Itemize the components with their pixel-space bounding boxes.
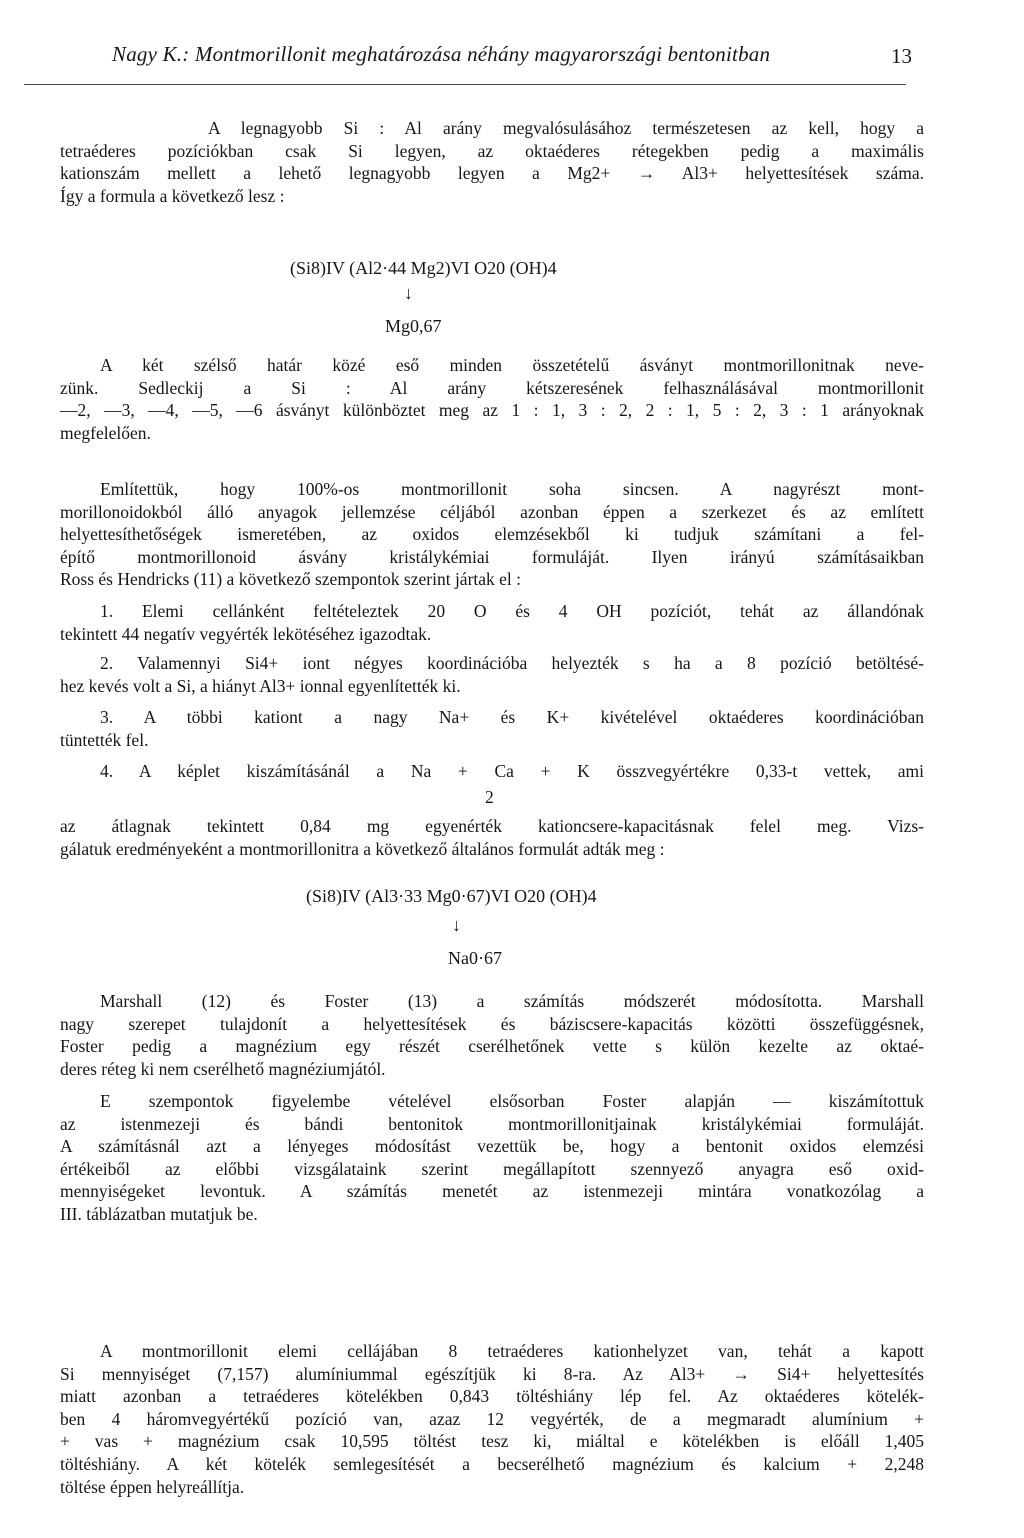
text-line: Így a formula a következő lesz : [60, 185, 285, 206]
formula-1: (Si8)IV (Al2·44 Mg2)VI O20 (OH)4 [290, 258, 557, 278]
text-line: —2, —3, —4, —5, —6 ásványt különböztet meg az 1 : 1, 3 : 2, 2 : 1, 5 : 2, 3 : 1 arányoknak [60, 400, 924, 421]
paragraph-1 [60, 117, 924, 207]
paragraph-2 [60, 354, 924, 444]
text-line: 3. A többi kationt a nagy Na+ és K+ kivételével oktaéderes koordinációban [100, 707, 924, 727]
list-item-3 [60, 706, 924, 751]
text-line: Si mennyiséget (7,157) alumíniummal egészítjük ki 8-ra. Az Al3+ → Si4+ helyettesítés [60, 1363, 924, 1384]
list-item-1 [60, 600, 924, 645]
text-line: + vas + magnézium csak 10,595 töltést tesz ki, miáltal e kötelékben is előáll 1,405 [60, 1431, 924, 1452]
text-line: Ross és Hendricks (11) a következő szempontok szerint jártak el : [60, 569, 522, 590]
text-line: az átlagnak tekintett 0,84 mg egyenérték kationcsere-kapacitásnak felel meg. Vizs- [60, 816, 924, 836]
page-number: 13 [891, 44, 912, 68]
text-line: E szempontok figyelembe vételével elsősorban Foster alapján — kiszámítottuk [100, 1091, 924, 1111]
text-line: miatt azonban a tetraéderes kötelékben 0,843 töltéshiány lép fel. Az oktaéderes kötelék- [60, 1386, 924, 1407]
text-line: A két szélső határ közé eső minden összetételű ásványt montmorillonitnak neve- [100, 355, 924, 375]
text-line: ben 4 háromvegyértékű pozíció van, azaz 12 vegyérték, de a megmaradt alumínium + [60, 1408, 924, 1429]
paragraph-5 [60, 990, 924, 1080]
text-line: hez kevés volt a Si, a hiányt Al3+ ionnal egyenlítették ki. [60, 675, 461, 696]
text-line: A számításnál azt a lényeges módosítást vezettük be, hogy a bentonit oxidos elemzési [60, 1136, 924, 1157]
text-line: építő montmorillonoid ásvány kristálykémiai formuláját. Ilyen irányú számításaikban [60, 546, 924, 567]
text-line: az istenmezeji és bándi bentonitok montmorillonitjainak kristálykémiai formuláját. [60, 1113, 924, 1134]
formula-2: (Si8)IV (Al3·33 Mg0·67)VI O20 (OH)4 [306, 886, 597, 906]
running-title: Nagy K.: Montmorillonit meghatározása néhány magyarországi bentonitban [112, 42, 771, 66]
header-rule [24, 84, 906, 85]
text-line: töltéshiány. A két kötelék semlegesítését a becserélhető magnézium és kalcium + 2,248 [60, 1453, 924, 1474]
text-line: kationszám mellett a lehető legnagyobb legyen a Mg2+ → Al3+ helyettesítések száma. [60, 163, 924, 184]
text-line: 1. Elemi cellánként feltételeztek 20 O és 4 OH pozíciót, tehát az állandónak [100, 601, 924, 621]
text-line: Említettük, hogy 100%-os montmorillonit soha sincsen. A nagyrészt mont- [100, 479, 924, 499]
running-header [112, 24, 912, 68]
text-line: mennyiségeket levontuk. A számítás menetét az istenmezeji mintára vonatkozólag a [60, 1181, 924, 1202]
text-line: megfelelően. [60, 422, 151, 443]
formula-2-substituent: Na0·67 [448, 948, 502, 968]
text-line: morillonoidokból álló anyagok jellemzése céljából azonban éppen a szerkezet és az említett [60, 501, 924, 522]
paragraph-3 [60, 478, 924, 591]
text-line: 2. Valamennyi Si4+ iont négyes koordinációba helyezték s ha a 8 pozíció betöltésé- [100, 653, 924, 673]
text-line: helyettesíthetőségek ismeretében, az oxidos elemzésekből ki tudjuk számítani a fel- [60, 524, 924, 545]
paragraph-6 [60, 1090, 924, 1226]
list-item-4 [60, 760, 924, 783]
paragraph-4 [60, 815, 924, 860]
paragraph-7 [60, 1340, 924, 1498]
text-line: töltése éppen helyreállítja. [60, 1476, 245, 1497]
text-line: tüntették fel. [60, 729, 149, 750]
text-line: tetraéderes pozíciókban csak Si legyen, az oktaéderes rétegekben pedig a maximális [60, 140, 924, 161]
text-line: gálatuk eredményeként a montmorillonitra a következő általános formulát adták meg : [60, 838, 665, 859]
list-item-2 [60, 652, 924, 697]
down-arrow-icon: ↓ [404, 283, 413, 303]
text-line: 4. A képlet kiszámításánál a Na + Ca + K összvegyértékre 0,33-t vettek, ami [100, 761, 924, 781]
text-line: értékeiből az előbbi vizsgálataink szerint megállapított szennyező anyagra eső oxid- [60, 1158, 924, 1179]
down-arrow-icon: ↓ [452, 915, 461, 935]
fraction-denominator: 2 [485, 787, 494, 807]
text-line: A montmorillonit elemi cellájában 8 tetraéderes kationhelyzet van, tehát a kapott [100, 1341, 924, 1361]
formula-1-substituent: Mg0,67 [385, 316, 442, 336]
text-line: III. táblázatban mutatjuk be. [60, 1203, 258, 1224]
text-line: Marshall (12) és Foster (13) a számítás módszerét módosította. Marshall [100, 991, 924, 1011]
text-line: tekintett 44 negatív vegyérték lekötéséhez igazodtak. [60, 623, 432, 644]
text-line: nagy szerepet tulajdonít a helyettesítések és báziscsere-kapacitás közötti összefüggésnek, [60, 1013, 924, 1034]
text-line: zünk. Sedleckij a Si : Al arány kétszeresének felhasználásával montmorillonit [60, 377, 924, 398]
text-line: deres réteg ki nem cserélhető magnéziumjától. [60, 1058, 386, 1079]
text-line: A legnagyobb Si : Al arány megvalósulásához természetesen az kell, hogy a [208, 118, 924, 138]
text-line: Foster pedig a magnézium egy részét cserélhetőnek vette s külön kezelte az oktaé- [60, 1036, 924, 1057]
